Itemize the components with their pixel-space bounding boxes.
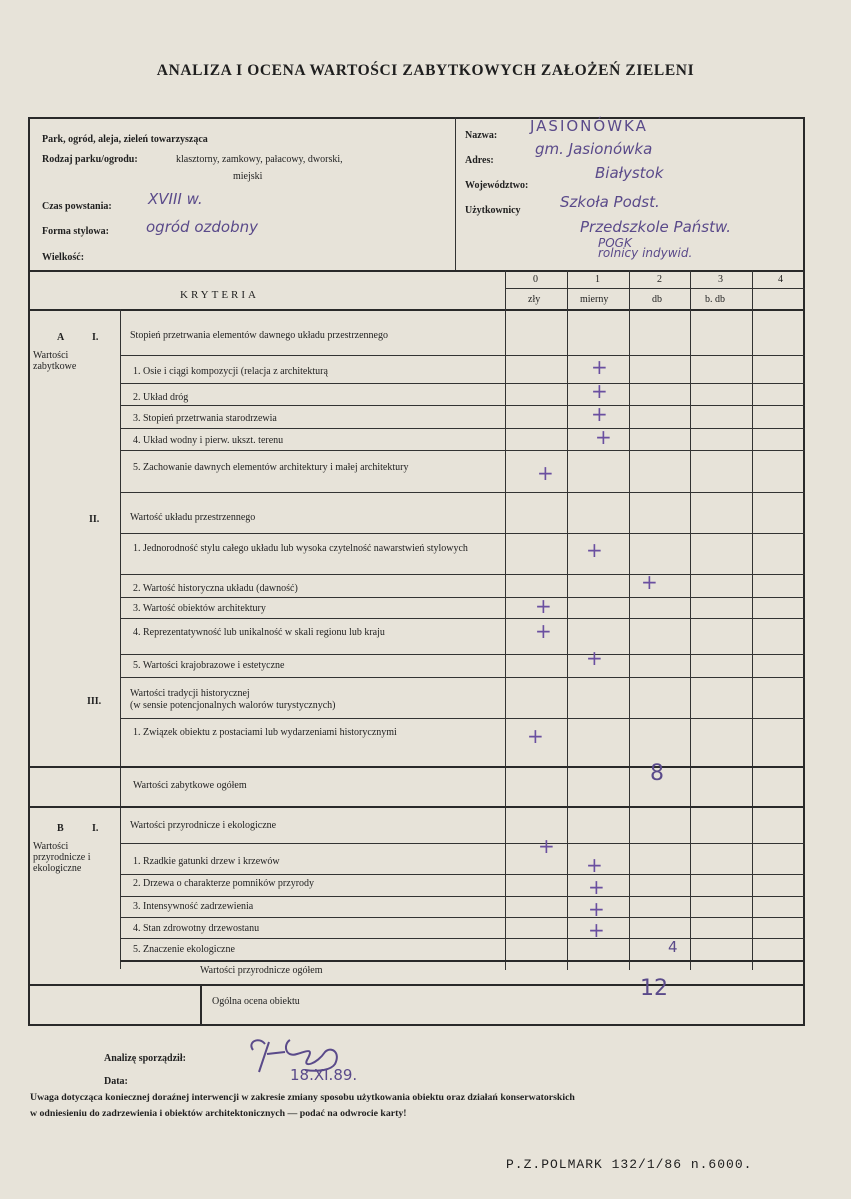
a1-item-5: 5. Zachowanie dawnych elementów architektury i małej architektury — [133, 462, 409, 473]
note-line-1: Uwaga dotycząca koniecznej doraźnej interwencji w zakresie zmiany sposobu użytkowania obiektu oraz działań konserwatorskich — [30, 1092, 575, 1103]
a1-line-4 — [120, 450, 805, 451]
date-value: 18.XI.89. — [290, 1066, 358, 1084]
a1-line-1 — [120, 383, 805, 384]
mark-b1-5: + — [588, 918, 605, 942]
category-column-line — [120, 309, 121, 969]
mark-a1-5: + — [537, 461, 554, 485]
a3-roman: III. — [87, 696, 102, 707]
mark-a1-3: + — [591, 402, 608, 426]
section-a-letter: A — [57, 332, 65, 343]
rodzaj-options-1: klasztorny, zamkowy, pałacowy, dworski, — [176, 154, 343, 165]
mark-a2-4: + — [535, 619, 552, 643]
b1-line-3 — [120, 917, 805, 918]
a3-item-1: 1. Związek obiektu z postaciami lub wydarzeniami historycznymi — [133, 727, 397, 738]
scale-4-num: 4 — [778, 274, 783, 285]
b1-line-2 — [120, 896, 805, 897]
section-b-roman: I. — [92, 823, 99, 834]
nazwa-value: JASIONÓWKA — [530, 117, 648, 135]
scale-1-num: 1 — [595, 274, 600, 285]
header-bottom-line — [28, 270, 805, 272]
a3-line-1 — [28, 766, 805, 768]
a2-title: Wartość układu przestrzennego — [130, 512, 256, 523]
data-label: Data: — [104, 1076, 128, 1087]
uzytkownicy-value-1: Szkoła Podst. — [560, 193, 660, 211]
col-0-line — [505, 270, 506, 970]
a1-line-5 — [120, 492, 805, 493]
a2-line-1 — [120, 574, 805, 575]
a1-line-3 — [120, 428, 805, 429]
mark-b1-2: + — [586, 853, 603, 877]
mark-b1-3: + — [588, 875, 605, 899]
a2-item-4: 4. Reprezentatywność lub unikalność w skali regionu lub kraju — [133, 627, 385, 638]
a1-title-line — [120, 355, 805, 356]
a2-line-3 — [120, 618, 805, 619]
nazwa-label: Nazwa: — [465, 130, 498, 141]
section-a-name: Wartości zabytkowe — [33, 350, 77, 372]
a-total-label: Wartości zabytkowe ogółem — [133, 780, 247, 791]
a1-item-1: 1. Osie i ciągi kompozycji (relacja z architekturą — [133, 366, 328, 377]
b1-line-4 — [120, 938, 805, 939]
uzytkownicy-label: Użytkownicy — [465, 205, 521, 216]
rodzaj-options-2: miejski — [233, 171, 263, 182]
section-a-bottom-line — [28, 806, 805, 808]
analiza-label: Analizę sporządził: — [104, 1053, 186, 1064]
section-b-letter: B — [57, 823, 64, 834]
wojewodztwo-label: Województwo: — [465, 180, 529, 191]
b1-line-5 — [120, 960, 805, 962]
adres-label: Adres: — [465, 155, 494, 166]
overall-left-line — [200, 984, 202, 1026]
b1-title: Wartości przyrodnicze i ekologiczne — [130, 820, 277, 831]
a-total-value: 8 — [650, 761, 664, 786]
overall-value: 12 — [640, 976, 668, 1001]
park-label: Park, ogród, aleja, zieleń towarzysząca — [42, 134, 208, 145]
adres-value: gm. Jasionówka — [535, 140, 653, 158]
mark-a2-5: + — [586, 646, 603, 670]
a1-title: Stopień przetrwania elementów dawnego układu przestrzennego — [130, 330, 388, 341]
section-b-name: Wartości przyrodnicze i ekologiczne — [33, 841, 91, 874]
mark-a3-1: + — [527, 724, 544, 748]
scale-1-label: mierny — [580, 294, 609, 305]
b1-title-line — [120, 843, 805, 844]
a2-item-1: 1. Jednorodność stylu całego układu lub wysoka czytelność nawarstwień stylowych — [133, 543, 468, 554]
col-1-line — [567, 270, 568, 970]
a2-line-2 — [120, 597, 805, 598]
b-eco-value: 4 — [668, 938, 678, 956]
mark-a2-3: + — [535, 594, 552, 618]
b1-item-3: 3. Intensywność zadrzewienia — [133, 901, 254, 912]
a2-line-4 — [120, 654, 805, 655]
b1-item-2: 2. Drzewa o charakterze pomników przyrody — [133, 878, 315, 889]
mark-b1-1: + — [538, 834, 555, 858]
a2-item-2: 2. Wartość historyczna układu (dawność) — [133, 583, 298, 594]
forma-value: ogród ozdobny — [146, 218, 258, 236]
col-2-line — [629, 270, 630, 970]
uzytkownicy-value-3: POGK — [598, 236, 632, 250]
a2-item-5: 5. Wartości krajobrazowe i estetyczne — [133, 660, 285, 671]
mark-a1-4: + — [595, 425, 612, 449]
b1-line-1 — [120, 874, 805, 875]
b1-item-1: 1. Rzadkie gatunki drzew i krzewów — [133, 856, 280, 867]
mark-a2-1: + — [586, 538, 603, 562]
mark-a1-2: + — [591, 379, 608, 403]
uzytkownicy-value-2: Przedszkole Państw. — [580, 218, 732, 236]
scale-2-label: db — [652, 294, 662, 305]
a3-title-1: Wartości tradycji historycznej — [130, 688, 250, 699]
a3-title-2: (w sensie potencjonalnych walorów turystycznych) — [130, 700, 336, 711]
forma-label: Forma stylowa: — [42, 226, 109, 237]
a2-roman: II. — [89, 514, 100, 525]
page-title: ANALIZA I OCENA WARTOŚCI ZABYTKOWYCH ZAŁOŻEŃ ZIELENI — [156, 62, 695, 79]
kryteria-heading: KRYTERIA — [180, 289, 259, 301]
b1-item-5: 5. Znaczenie ekologiczne — [133, 944, 235, 955]
a2-line-5 — [120, 677, 805, 678]
a2-item-3: 3. Wartość obiektów architektury — [133, 603, 266, 614]
rodzaj-label: Rodzaj parku/ogrodu: — [42, 154, 138, 165]
scale-0-label: zły — [528, 294, 541, 305]
czas-label: Czas powstania: — [42, 201, 112, 212]
col-3-line — [690, 270, 691, 970]
czas-value: XVIII w. — [148, 190, 203, 208]
mark-b1-4: + — [588, 897, 605, 921]
scale-mid-line — [505, 288, 805, 289]
a2-title-line — [120, 533, 805, 534]
mark-a2-2: + — [641, 570, 658, 594]
uzytkownicy-value-4: rolnicy indywid. — [598, 246, 693, 260]
scale-2-num: 2 — [657, 274, 662, 285]
a3-title-line — [120, 718, 805, 719]
note-line-2: w odniesieniu do zadrzewienia i obiektów architektonicznych — podać na odwrocie karty! — [30, 1108, 407, 1119]
b-total-label: Wartości przyrodnicze ogółem — [200, 965, 323, 976]
wojewodztwo-value: Białystok — [595, 164, 664, 182]
scale-bottom-line — [28, 309, 805, 311]
print-code: P.Z.POLMARK 132/1/86 n.6000. — [506, 1157, 753, 1172]
scale-0-num: 0 — [533, 274, 538, 285]
a1-item-3: 3. Stopień przetrwania starodrzewia — [133, 413, 277, 424]
col-4-line — [752, 270, 753, 970]
scale-3-num: 3 — [718, 274, 723, 285]
mark-a1-1: + — [591, 355, 608, 379]
overall-label: Ogólna ocena obiektu — [212, 996, 300, 1007]
a1-line-2 — [120, 405, 805, 406]
section-a-roman: I. — [92, 332, 99, 343]
wielkosc-label: Wielkość: — [42, 252, 85, 263]
b1-item-4: 4. Stan zdrowotny drzewostanu — [133, 923, 260, 934]
scale-3-label: b. db — [705, 294, 725, 305]
header-divider — [455, 117, 456, 270]
b-total-line — [28, 984, 805, 986]
a1-item-4: 4. Układ wodny i pierw. ukszt. terenu — [133, 435, 284, 446]
a1-item-2: 2. Układ dróg — [133, 392, 189, 403]
